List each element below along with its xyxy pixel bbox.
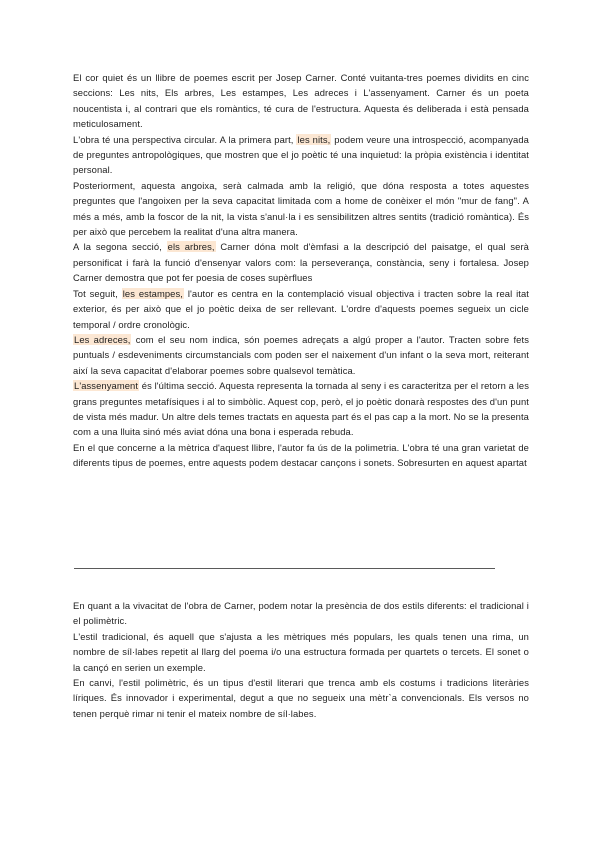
text-before: A la segona secció, bbox=[73, 241, 162, 253]
highlight-els-arbres: els arbres, bbox=[167, 241, 215, 253]
paragraph-metrica: En el que concerne a la mètrica d'aquest llibre, l'autor fa ús de la polimetria. L'obra té una gran varietat de diferents tipus de poemes, entre aquests podem destacar cançons i sonets. Sobresurten en aquest apartat bbox=[73, 441, 529, 469]
paragraph-estil-tradicional: L'estil tradicional, és aquell que s'ajusta a les mètriques més populars, les quals tenen una rima, un nombre de síl·labes repetit al llarg del poema i/o una estructura formada per quartets o tercets. El sonet o la cançó en serien un exemple. bbox=[73, 630, 529, 673]
text-before: L'obra té una perspectiva circular. A la primera part, bbox=[73, 133, 294, 145]
text-after: com el seu nom indica, són poemes adreçats a algú proper a l'autor. Tracten sobre fets puntuals / esdeveniments circumstancials com poden ser el naixement d'un infant o la seva mort, reiterant així la seva capacitat d'elaborar poemes sobre qualsevol temàtica. bbox=[73, 333, 529, 376]
paragraph-les-nits bbox=[73, 132, 529, 178]
paragraph-assenyament bbox=[73, 378, 529, 440]
paragraph-vivacitat: En quant a la vivacitat de l'obra de Carner, podem notar la presència de dos estils diferents: el tradicional i el polimètric. bbox=[73, 600, 529, 627]
paragraph-les-adreces bbox=[73, 332, 529, 378]
highlight-les-nits: les nits, bbox=[297, 133, 331, 145]
paragraph-els-arbres bbox=[73, 239, 529, 285]
text-after: l'autor es centra en la contemplació visual objectiva i tracten sobre la real itat exterior, és per això que el jo poètic deixa de ser rellevant. L'ordre d'aquests poemes segueix un cicle temporal / ordre cronològic. bbox=[73, 287, 529, 330]
horizontal-divider bbox=[74, 568, 495, 569]
paragraph-estil-polimetric: En canvi, l'estil polimètric, és un tipus d'estil literari que trenca amb els costums i tradicions literàries líriques. És innovador i experimental, degut a que no segueix una mètr`a convencionals. Els versos no tenen perquè rimar ni tenir el mateix nombre de síl·labes. bbox=[73, 677, 529, 719]
text-after: Carner dóna molt d'èmfasi a la descripció del paisatge, el qual serà personificat i farà la funció d'ensenyar valors com: la perseverança, constància, seny i fortalesa. Josep Carner demostra que pot fer poesia de coses supèrflues bbox=[73, 241, 529, 284]
text-after: podem veure una introspecció, acompanyada de preguntes antropològiques, que mostren que el jo poètic té una inquietud: la pròpia existència i identitat personal. bbox=[73, 133, 529, 176]
highlight-les-adreces: Les adreces, bbox=[74, 333, 131, 345]
text-after: és l'última secció. Aquesta representa la tornada al seny i es caracteritza per el retorn a les grans preguntes metafísiques i al to simbòlic. Aquest cop, però, el jo poètic donarà respostes des d'un punt de vista més madur. Un altre dels temes tractats en aquesta part és el pas cap a la mort. No se la presenta com a una lluita sinó més aviat dóna una bona i esperada rebuda. bbox=[73, 380, 529, 438]
section-estils bbox=[73, 598, 529, 721]
highlight-les-estampes: les estampes, bbox=[122, 287, 183, 299]
intro-paragraph: El cor quiet és un llibre de poemes escrit per Josep Carner. Conté vuitanta-tres poemes dividits en cinc seccions: Les nits, Els arbres, Les estampes, Les adreces i L'assenyament. Carner és un poeta noucentista i, al contrari que els romàntics, té cura de l'estructura. Aquesta és deliberada i està pensada meticulosament. bbox=[73, 72, 529, 130]
paragraph-les-estampes bbox=[73, 286, 529, 332]
paragraph-posteriorment: Posteriorment, aquesta angoixa, serà calmada amb la religió, que dóna resposta a totes aquestes preguntes que l'angoixen per la seva capacitat limitada com a home de conèixer el món "mur de fang". A més a més, amb la foscor de la nit, la vista s'anul·la i es sensibilitzen altres sentits (tradició romàntica). És per això que percebem la realitat d'una altra manera. bbox=[73, 179, 529, 238]
highlight-assenyament: L'assenyament bbox=[74, 380, 139, 392]
section-analysis bbox=[73, 70, 529, 471]
text-before: Tot seguit, bbox=[73, 287, 118, 299]
